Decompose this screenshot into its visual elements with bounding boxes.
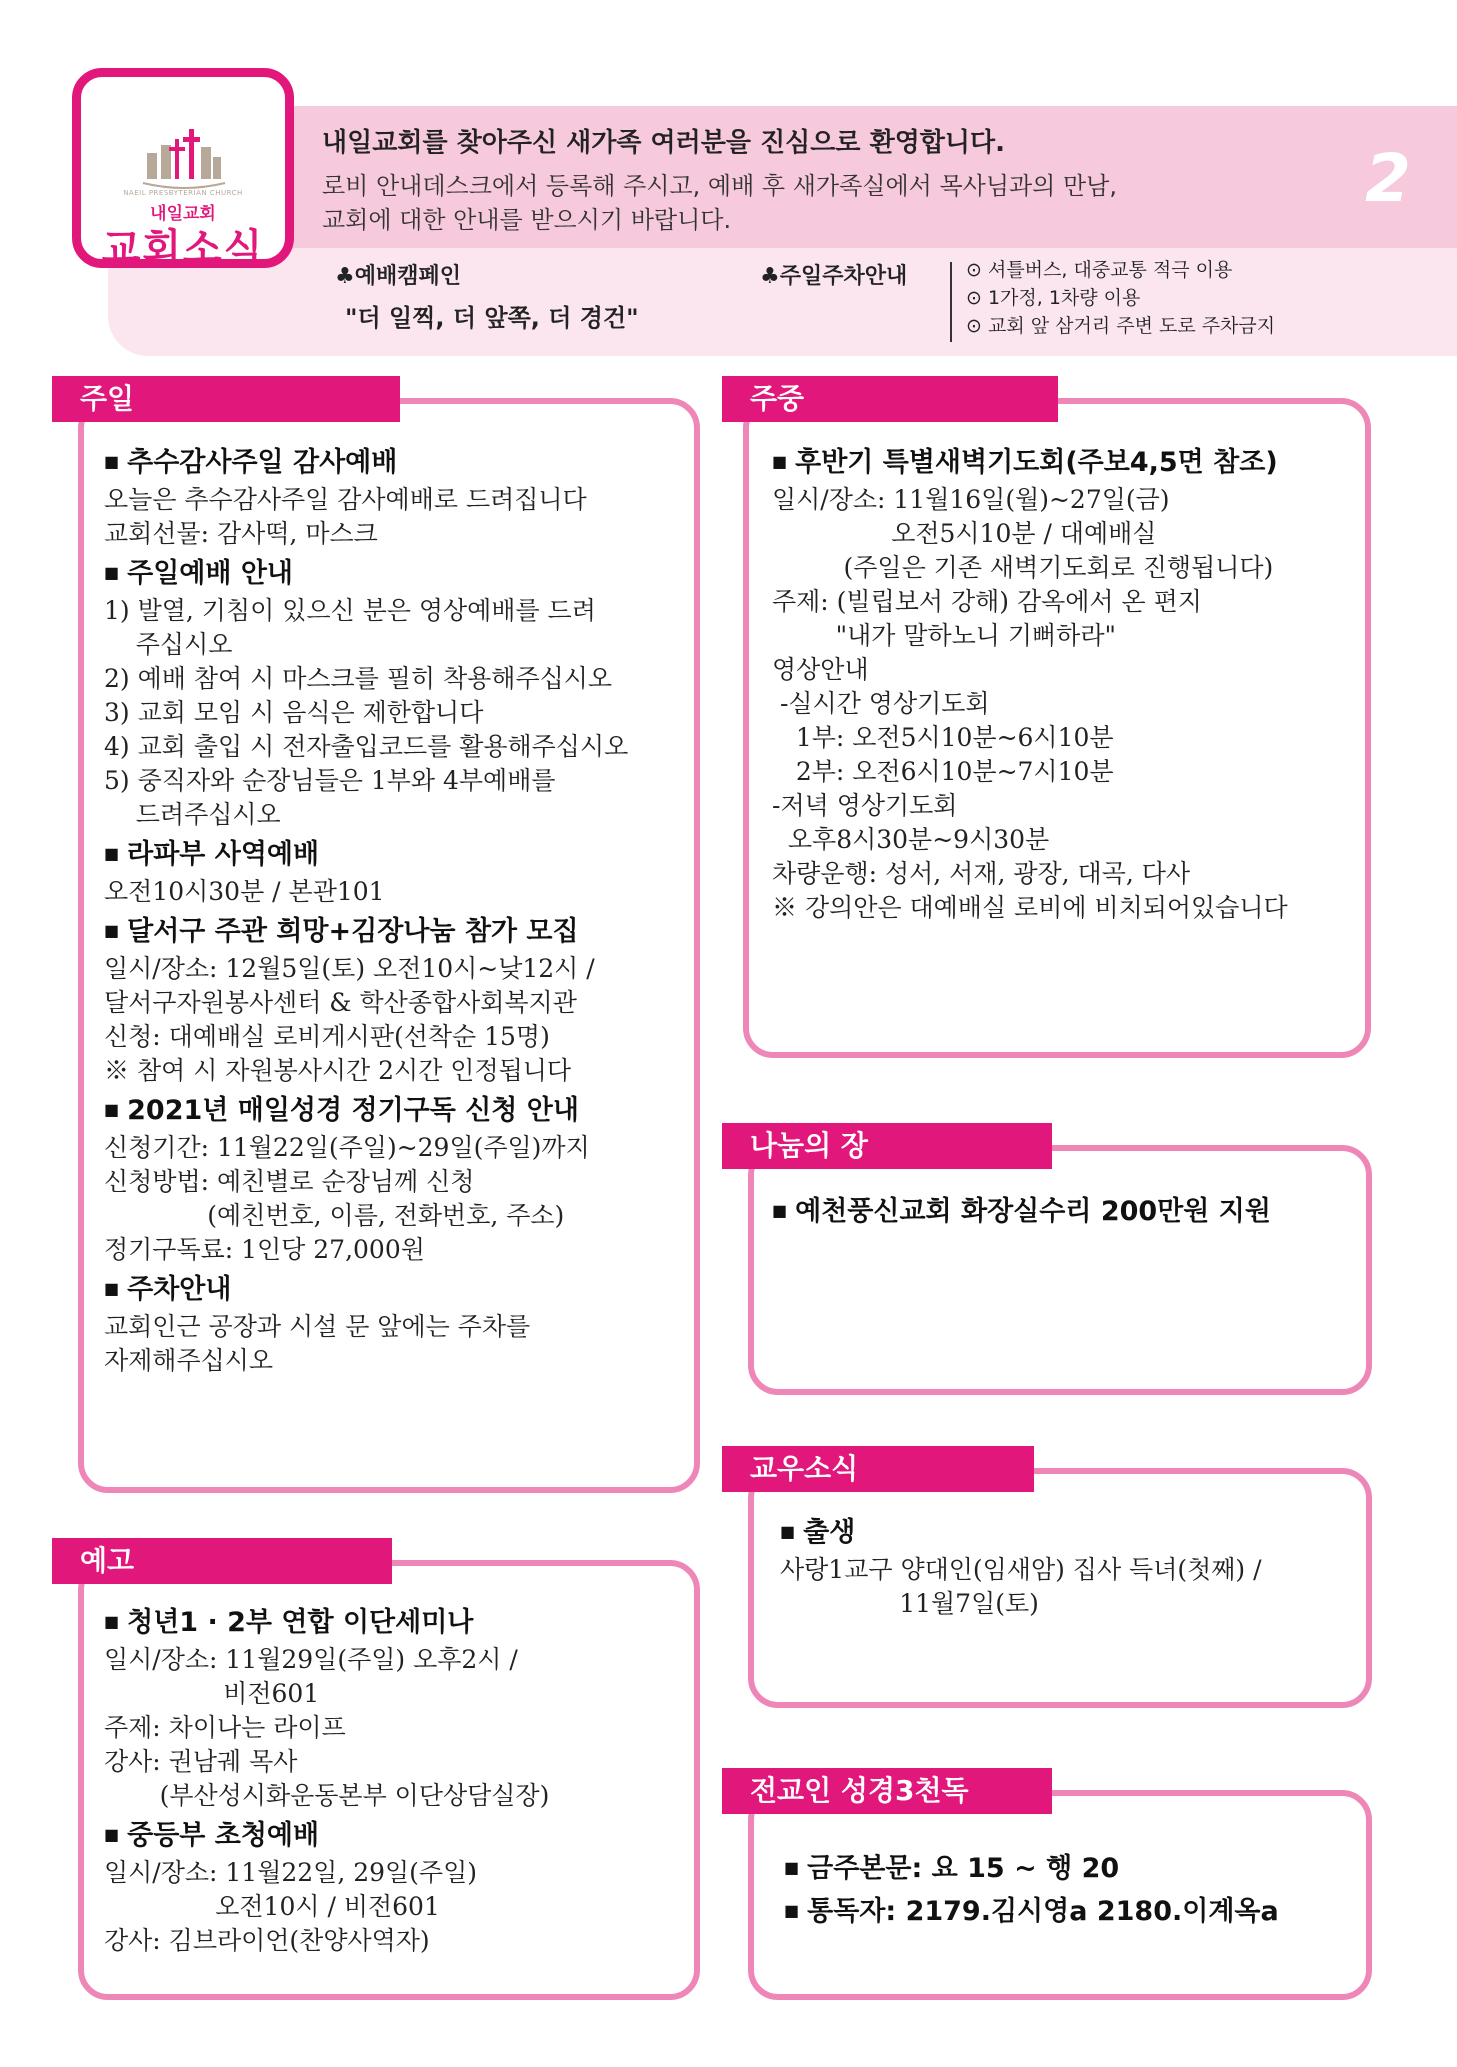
page-title: 교회소식 bbox=[101, 226, 265, 272]
item-line: 2부: 오전6시10분~7시10분 bbox=[772, 757, 1114, 786]
item-spacer bbox=[104, 1378, 694, 1384]
item-line: 4) 교회 출입 시 전자출입코드를 활용해주십시오 bbox=[104, 732, 629, 761]
parking-item: ⊙ 교회 앞 삼거리 주변 도로 주차금지 bbox=[966, 312, 1275, 340]
item-title: ■ 출생 bbox=[780, 1516, 1370, 1553]
item-line: "내가 말하노니 기뻐하라" bbox=[772, 621, 1116, 650]
item-line: 3) 교회 모임 시 음식은 제한합니다 bbox=[104, 698, 484, 727]
item-title: ■ 달서구 주관 희망+김장나눔 참가 모집 bbox=[104, 915, 694, 952]
item-spacer bbox=[772, 925, 1367, 931]
parking-item: ⊙ 셔틀버스, 대중교통 적극 이용 bbox=[966, 256, 1275, 284]
item-line: 강사: 김브라이언(찬양사역자) bbox=[104, 1926, 430, 1955]
item-line: 차량운행: 성서, 서재, 광장, 대곡, 다사 bbox=[772, 859, 1191, 888]
preview-section-content bbox=[104, 1606, 694, 1964]
item-line: 오전10시30분 / 본관101 bbox=[104, 877, 385, 906]
item-title: ■ 주일예배 안내 bbox=[104, 557, 694, 594]
item-title: ■ 통독자: 2179.김시영a 2180.이계옥a bbox=[784, 1895, 1374, 1932]
sharing-section-tab: 나눔의 장 bbox=[722, 1123, 1052, 1169]
item-line: 2) 예배 참여 시 마스크를 필히 착용해주십시오 bbox=[104, 664, 613, 693]
item-line: 오전10시 / 비전601 bbox=[104, 1892, 440, 1921]
item-line: 신청기간: 11월22일(주일)~29일(주일)까지 bbox=[104, 1133, 590, 1162]
item-line: 일시/장소: 11월16일(월)~27일(금) bbox=[772, 485, 1170, 514]
item-line: (부산성시화운동본부 이단상담실장) bbox=[104, 1781, 550, 1810]
item-line: 드려주십시오 bbox=[104, 800, 281, 829]
item-line: 신청방법: 예친별로 순장님께 신청 bbox=[104, 1167, 475, 1196]
item-line: 영상안내 bbox=[772, 655, 869, 684]
item-spacer bbox=[104, 1958, 694, 1964]
item-line: ※ 참여 시 자원봉사시간 2시간 인정됩니다 bbox=[104, 1056, 572, 1085]
sharing-section-content bbox=[772, 1195, 1367, 1238]
item-line: 정기구독료: 1인당 27,000원 bbox=[104, 1235, 425, 1264]
sunday-section-content bbox=[104, 446, 694, 1384]
parking-divider bbox=[950, 262, 952, 342]
item-title: ■ 청년1 · 2부 연합 이단세미나 bbox=[104, 1606, 694, 1643]
member-news-section-content bbox=[780, 1516, 1370, 1627]
logo-church-name: 내일교회 bbox=[150, 204, 216, 224]
welcome-text-2: 교회에 대한 안내를 받으시기 바랍니다. bbox=[322, 206, 732, 234]
sunday-section-tab: 주일 bbox=[52, 376, 400, 422]
parking-list bbox=[966, 256, 1275, 340]
campaign-label: ♣예배캠페인 bbox=[335, 264, 461, 289]
item-spacer bbox=[772, 1232, 1367, 1238]
welcome-heading: 내일교회를 찾아주신 새가족 여러분을 진심으로 환영합니다. bbox=[322, 128, 1006, 158]
item-line: ※ 강의안은 대예배실 로비에 비치되어있습니다 bbox=[772, 893, 1288, 922]
item-line: 5) 중직자와 순장님들은 1부와 4부예배를 bbox=[104, 766, 556, 795]
item-title: ■ 후반기 특별새벽기도회(주보4,5면 참조) bbox=[772, 446, 1367, 483]
church-logo-icon bbox=[139, 101, 229, 191]
item-line: 오늘은 추수감사주일 감사예배로 드려집니다 bbox=[104, 485, 587, 514]
item-line: 사랑1교구 양대인(임새암) 집사 득녀(첫째) / bbox=[780, 1555, 1262, 1584]
item-line: 일시/장소: 11월29일(주일) 오후2시 / bbox=[104, 1645, 518, 1674]
item-title: ■ 추수감사주일 감사예배 bbox=[104, 446, 694, 483]
campaign-text: "더 일찍, 더 앞쪽, 더 경건" bbox=[345, 304, 639, 332]
item-line: 주제: (빌립보서 강해) 감옥에서 온 편지 bbox=[772, 587, 1202, 616]
item-line: 강사: 권남궤 목사 bbox=[104, 1747, 298, 1776]
item-line: 1) 발열, 기침이 있으신 분은 영상예배를 드려 bbox=[104, 596, 596, 625]
item-spacer bbox=[784, 1932, 1374, 1938]
item-line: 1부: 오전5시10분~6시10분 bbox=[772, 723, 1114, 752]
midweek-section-tab: 주중 bbox=[722, 376, 1058, 422]
item-line: 11월7일(토) bbox=[780, 1589, 1039, 1618]
item-line: 신청: 대예배실 로비게시판(선착순 15명) bbox=[104, 1022, 550, 1051]
member-news-section-tab: 교우소식 bbox=[722, 1446, 1034, 1492]
church-logo-box bbox=[72, 68, 294, 272]
item-title: ■ 라파부 사역예배 bbox=[104, 838, 694, 875]
logo-subtext: NAEIL PRESBYTERIAN CHURCH bbox=[123, 189, 243, 197]
welcome-text-1: 로비 안내데스크에서 등록해 주시고, 예배 후 새가족실에서 목사님과의 만남, bbox=[322, 172, 1117, 200]
item-spacer bbox=[780, 1621, 1370, 1627]
bible-section-tab: 전교인 성경3천독 bbox=[722, 1768, 1052, 1814]
item-line: (주일은 기존 새벽기도회로 진행됩니다) bbox=[772, 553, 1274, 582]
bible-section-content bbox=[784, 1852, 1374, 1938]
item-line: -실시간 영상기도회 bbox=[772, 689, 990, 718]
item-line: 주제: 차이나는 라이프 bbox=[104, 1713, 346, 1742]
item-line: 교회선물: 감사떡, 마스크 bbox=[104, 519, 378, 548]
item-line: (예친번호, 이름, 전화번호, 주소) bbox=[104, 1201, 565, 1230]
item-line: 비전601 bbox=[104, 1679, 320, 1708]
preview-section-tab: 예고 bbox=[52, 1538, 392, 1584]
item-line: -저녁 영상기도회 bbox=[772, 791, 958, 820]
item-line: 자제해주십시오 bbox=[104, 1346, 274, 1375]
page-number: 2 bbox=[1365, 140, 1411, 217]
item-title: ■ 중등부 초청예배 bbox=[104, 1819, 694, 1856]
item-line: 오전5시10분 / 대예배실 bbox=[772, 519, 1157, 548]
item-line: 일시/장소: 11월22일, 29일(주일) bbox=[104, 1858, 477, 1887]
item-line: 오후8시30분~9시30분 bbox=[772, 825, 1050, 854]
item-title: ■ 금주본문: 요 15 ~ 행 20 bbox=[784, 1852, 1374, 1889]
parking-item: ⊙ 1가정, 1차량 이용 bbox=[966, 284, 1275, 312]
item-title: ■ 주차안내 bbox=[104, 1273, 694, 1310]
parking-label: ♣주일주차안내 bbox=[760, 264, 908, 289]
item-title: ■ 2021년 매일성경 정기구독 신청 안내 bbox=[104, 1094, 694, 1131]
sharing-section-box bbox=[748, 1145, 1372, 1395]
item-line: 달서구자원봉사센터 & 학산종합사회복지관 bbox=[104, 988, 577, 1017]
item-line: 주십시오 bbox=[104, 630, 233, 659]
midweek-section-content bbox=[772, 446, 1367, 931]
item-line: 교회인근 공장과 시설 문 앞에는 주차를 bbox=[104, 1312, 531, 1341]
item-title: ■ 예천풍신교회 화장실수리 200만원 지원 bbox=[772, 1195, 1367, 1232]
item-line: 일시/장소: 12월5일(토) 오전10시~낮12시 / bbox=[104, 954, 595, 983]
